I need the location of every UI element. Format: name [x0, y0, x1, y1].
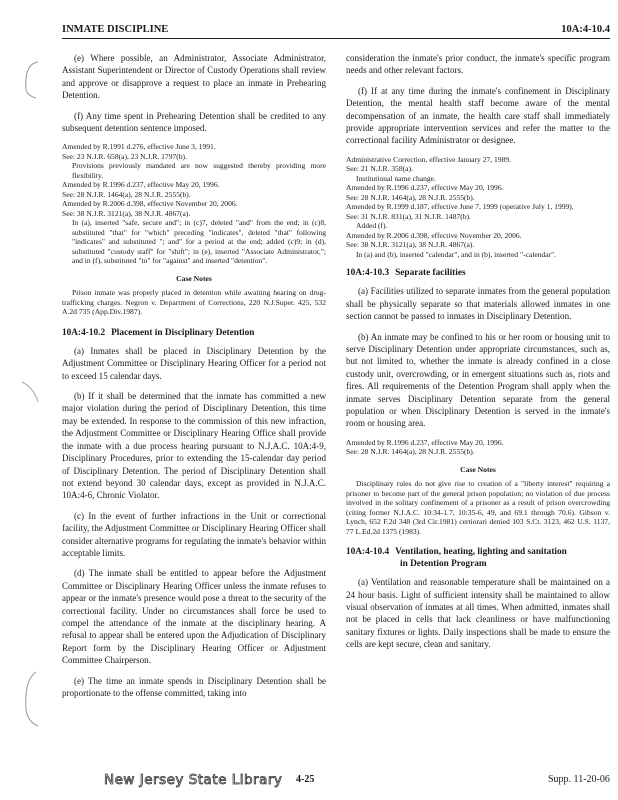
- history-line: See: 38 N.J.R. 3121(a), 38 N.J.R. 4867(a).: [62, 208, 191, 218]
- history-line: See: 31 N.J.R. 831(a), 31 N.J.R. 1487(b).: [346, 211, 471, 221]
- history-line: See: 28 N.J.R. 1464(a), 28 N.J.R. 2555(b).: [346, 192, 475, 202]
- binding-mark-icon: [18, 60, 42, 100]
- history-line: In (a) and (b), inserted "calendar", and in (b), inserted "-calendar".: [356, 249, 557, 259]
- case-notes-heading: Case Notes: [460, 464, 496, 474]
- header-section: 10A:4-10.4: [561, 24, 610, 35]
- history-line: Amended by R.1996 d.237, effective May 20, 1996.: [346, 437, 504, 447]
- history-notes: [62, 142, 326, 266]
- history-line: See: 21 N.J.R. 358(a).: [346, 164, 413, 174]
- history-line: See: 23 N.J.R. 658(a), 23 N.J.R. 1797(b).: [62, 151, 187, 161]
- paragraph: (d) The inmate shall be entitled to appear before the Adjustment Committee or Disciplinary Hearing Officer unless the inmate refuses to appear or the inmate's presence would pose a threat to the security of the correctional facility. Under no circumstances shall force be used to compel the attendance of the inmate at the disciplinary hearing. A refusal to appear shall be entered upon the Adjudication of Disciplinary Report form by the Disciplinary Hearing Officer or Adjustment Committee Chairperson.: [62, 568, 326, 666]
- section-number: 10A:4-10.2: [62, 327, 106, 338]
- supplement-date: Supp. 11-20-06: [548, 774, 610, 785]
- section-number: 10A:4-10.4: [346, 547, 390, 558]
- case-notes-heading: Case Notes: [176, 273, 212, 283]
- paragraph: (a) Ventilation and reasonable temperature shall be maintained on a 24 hour basis. Light of sufficient intensity shall be maintained to allow visual observation of inmates at all times. When admitted, inmates shall not be placed in cells that lack cleanliness or have malfunctioning sanitary fixtures or lights. Daily inspections shall be made to ensure the cells are kept secure, clean and sanitary.: [346, 577, 610, 650]
- section-title: Separate facilities: [395, 268, 466, 279]
- right-column: [346, 52, 610, 659]
- binding-mark-icon: [18, 670, 42, 730]
- section-heading: [62, 327, 326, 339]
- section-title-continued: in Detention Program: [400, 559, 487, 570]
- binding-mark-icon: [18, 380, 42, 420]
- section-heading: [346, 267, 610, 279]
- paragraph: consideration the inmate's prior conduct, the inmate's specific program needs and other relevant factors.: [346, 53, 610, 76]
- history-line: Amended by R.2006 d.398, effective November 20, 2006.: [62, 199, 238, 209]
- history-line: Amended by R.1991 d.276, effective June 3, 1991.: [62, 142, 216, 152]
- history-line: Amended by R.1996 d.237, effective May 20, 1996.: [346, 183, 504, 193]
- library-watermark: New Jersey State Library: [104, 772, 283, 788]
- paragraph: (a) Inmates shall be placed in Disciplinary Detention by the Adjustment Committee or Disciplinary Hearing Officer for a period not to exceed 15 calendar days.: [62, 345, 326, 381]
- history-line: See: 38 N.J.R. 3121(a), 38 N.J.R. 4867(a).: [346, 240, 475, 250]
- history-line: See: 28 N.J.R. 1464(a), 28 N.J.R. 2555(b).: [62, 189, 191, 199]
- paragraph: (c) In the event of further infractions in the Unit or correctional facility, the Adjustment Committee or Disciplinary Hearing Officer shall consider alternative programs for regulating the inmate's behavior within acceptable limits.: [62, 510, 326, 558]
- history-line: Added (f).: [356, 221, 388, 231]
- section-number: 10A:4-10.3: [346, 268, 390, 279]
- left-column: [62, 52, 326, 707]
- case-note: Disciplinary rules do not give rise to creation of a "liberty interest" requiring a prisoner to become part of the general prison population; no violation of due process involved in the solitary confinement of a prisoner as a result of prison overcrowding (citing former N.J.A.C. 10:34-1.7, 10:35-6, 49, and 69.1 through 70.6). Gibson v. Lynch, 652 F.2d 348 (3rd Cir.1981) certiorari denied 103 S.Ct. 3123, 462 U.S. 1137, 77 L.Ed.2d 1375 (1983).: [346, 479, 610, 536]
- section-heading: [346, 546, 610, 570]
- paragraph: (f) If at any time during the inmate's confinement in Disciplinary Detention, the mental health staff become aware of the mental decompensation of an inmate, the health care staff shall immediately provide appropriate intervention services and refer the matter to the correctional facility Administrator or designee.: [346, 85, 610, 146]
- section-title: Ventilation, heating, lighting and sanitation: [395, 547, 567, 558]
- header-title: INMATE DISCIPLINE: [62, 24, 169, 35]
- history-notes: [346, 438, 610, 457]
- history-line: See: 28 N.J.R. 1464(a), 28 N.J.R. 2555(b).: [346, 447, 475, 457]
- paragraph: (b) An inmate may be confined to his or her room or housing unit to serve Disciplinary Detention under appropriate circumstances, such as, but not limited to, whether the inmate is already confined in a close custody unit, overcrowding, or in emergent situations such as, riots and fires. All requirements of the Detention Program shall apply when the inmate serves Disciplinary Detention separate from the general population or when Disciplinary Detention is served in the inmate's room or housing area.: [346, 331, 610, 429]
- paragraph: (e) Where possible, an Administrator, Associate Administrator, Assistant Superintendent or Director of Custody Operations shall review and approve or disapprove a request to place an inmate in Prehearing Detention.: [62, 53, 326, 101]
- history-line: Provisions previously mandated are now suggested thereby providing more flexibility.: [72, 161, 326, 180]
- history-line: Administrative Correction, effective January 27, 1989.: [346, 154, 512, 164]
- history-line: Amended by R.1996 d.237, effective May 20, 1996.: [62, 180, 220, 190]
- paragraph: (a) Facilities utilized to separate inmates from the general population shall be physically separate so that materials allowed inmates in one section cannot be passed to inmates in Disciplinary Detention.: [346, 286, 610, 322]
- history-line: Amended by R.1999 d.187, effective June 7, 1999 (operative July 1, 1999).: [346, 202, 574, 212]
- history-line: In (a), inserted "safe, secure and"; in (c)7, deleted "and" from the end; in (c)8, substituted "that" for "which" preceding "indicates", deleted "that" following "indicates" and substituted "; and" for a period at the end; added (c)9; in (d), substituted "custody staff" for "shift"; in (e), inserted "Associate Administrator,"; and in (f), substituted "to" for "against" and inserted "detention".: [72, 218, 326, 266]
- paragraph: (e) The time an inmate spends in Disciplinary Detention shall be proportionate to the offense committed, taking into: [62, 675, 326, 698]
- running-header: [62, 24, 610, 39]
- history-line: Institutional name change.: [356, 173, 436, 183]
- page-number: 4-25: [296, 774, 315, 785]
- paragraph: (b) If it shall be determined that the inmate has committed a new major violation during the period of Disciplinary Detention, this time may be extended. In response to the commission of this new infraction, the Adjustment Committee or Disciplinary Hearing Office shall provide the inmate with a due process hearing pursuant to N.J.A.C. 10A:4-9, Disciplinary Procedures, prior to extending the 15-calendar day period of Disciplinary Detention. The period of Disciplinary Detention shall not extend beyond 30 calendar days, except as provided in N.J.A.C. 10A:4-6, Chronic Violator.: [62, 391, 326, 501]
- history-notes: [346, 155, 610, 260]
- history-line: Amended by R.2006 d.398, effective November 20, 2006.: [346, 230, 522, 240]
- case-note: Prison inmate was properly placed in detention while awaiting hearing on drug-trafficking charges. Negron v. Department of Corrections, 220 N.J.Super. 425, 532 A.2d 735 (App.Div.1987).: [62, 288, 326, 317]
- paragraph: (f) Any time spent in Prehearing Detention shall be credited to any subsequent detention sentence imposed.: [62, 110, 326, 134]
- section-title: Placement in Disciplinary Detention: [111, 327, 255, 338]
